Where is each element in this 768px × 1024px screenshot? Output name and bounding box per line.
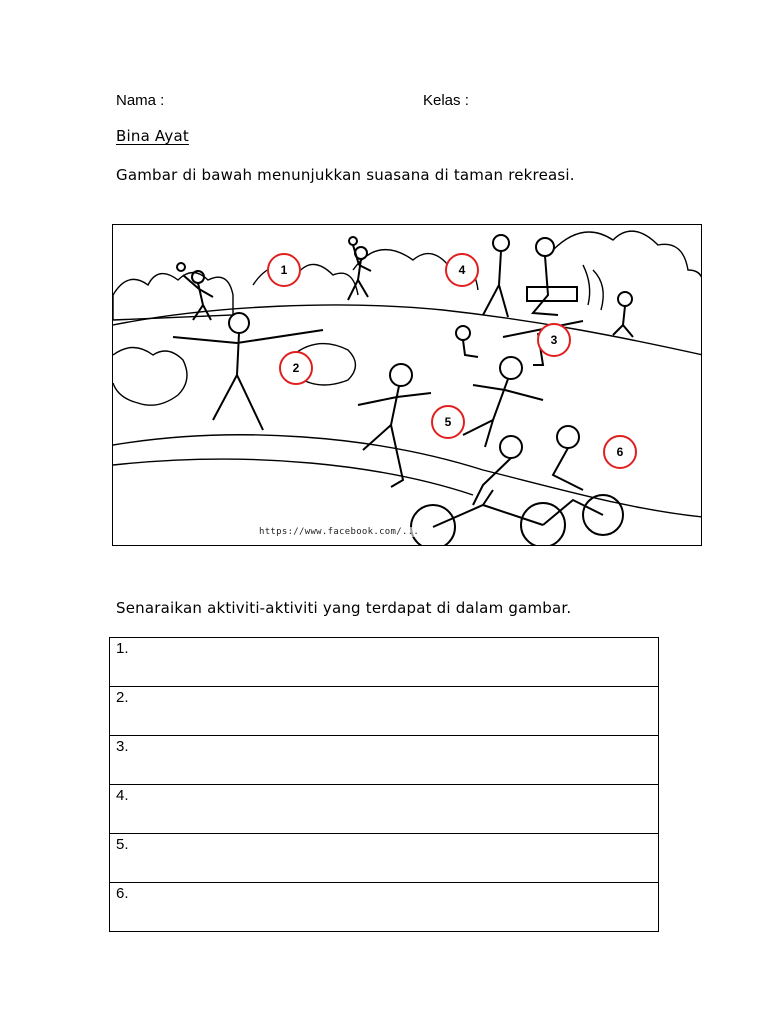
- name-label: Nama :: [116, 92, 165, 109]
- answer-cell-6[interactable]: 6.: [110, 883, 659, 932]
- task-instruction: Senaraikan aktiviti-aktiviti yang terdapat di dalam gambar.: [116, 599, 572, 617]
- answer-cell-3[interactable]: 3.: [110, 736, 659, 785]
- watermark-url: https://www.facebook.com/...: [259, 527, 420, 537]
- answer-row[interactable]: [110, 883, 659, 932]
- answer-row[interactable]: [110, 736, 659, 785]
- marker-3: 3: [537, 323, 571, 357]
- marker-6: 6: [603, 435, 637, 469]
- answer-row[interactable]: [110, 687, 659, 736]
- answer-cell-1[interactable]: 1.: [110, 638, 659, 687]
- marker-2: 2: [279, 351, 313, 385]
- park-scene-drawing: [113, 225, 702, 546]
- park-illustration: [112, 224, 702, 546]
- intro-text: Gambar di bawah menunjukkan suasana di taman rekreasi.: [116, 166, 575, 184]
- class-label: Kelas :: [423, 92, 469, 109]
- section-title: Bina Ayat: [116, 127, 189, 145]
- marker-4: 4: [445, 253, 479, 287]
- answer-row[interactable]: [110, 834, 659, 883]
- answer-cell-4[interactable]: 4.: [110, 785, 659, 834]
- answer-cell-2[interactable]: 2.: [110, 687, 659, 736]
- marker-1: 1: [267, 253, 301, 287]
- answer-table: [109, 637, 659, 932]
- marker-5: 5: [431, 405, 465, 439]
- answer-row[interactable]: [110, 638, 659, 687]
- answer-row[interactable]: [110, 785, 659, 834]
- answer-cell-5[interactable]: 5.: [110, 834, 659, 883]
